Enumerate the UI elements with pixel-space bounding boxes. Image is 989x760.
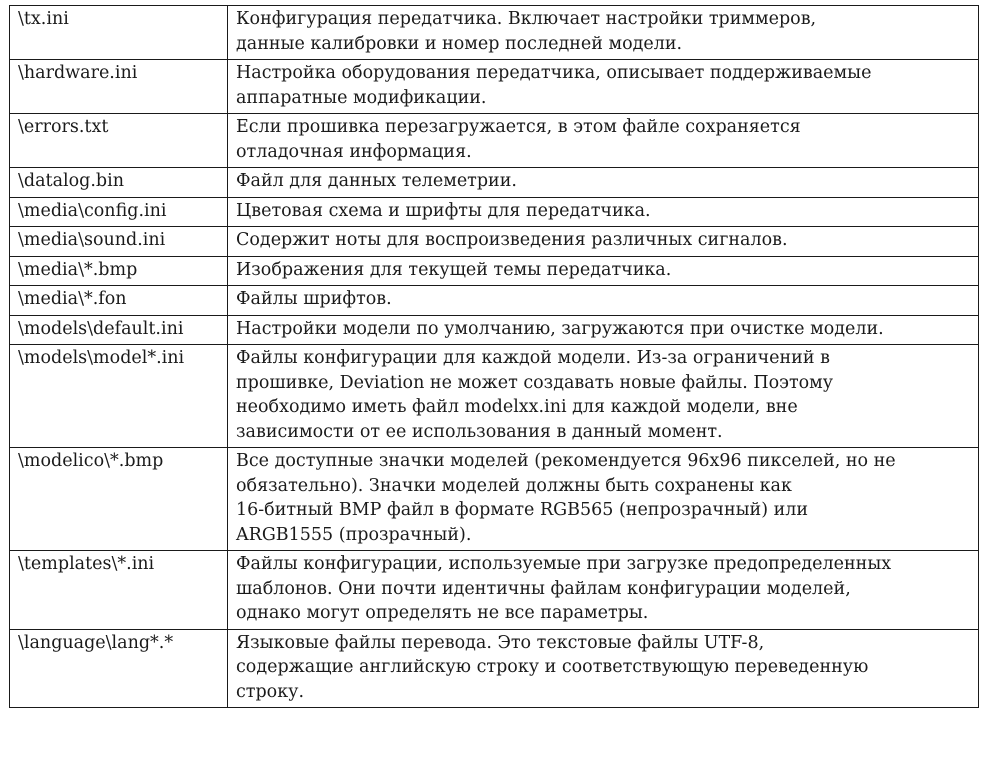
description-line: Файлы конфигурации для каждой модели. Из-за ограничений в (236, 348, 830, 368)
file-description-cell (228, 256, 979, 286)
description-line: содержащие английскую строку и соответствующую переведенную (236, 657, 869, 677)
description-line: аппаратные модификации. (236, 87, 487, 108)
files-table-body (10, 6, 979, 708)
description-line: Настройка оборудования передатчика, описывает поддерживаемые (236, 63, 872, 83)
table-row (10, 315, 979, 345)
description-line: Настройки модели по умолчанию, загружаются при очистке модели. (236, 318, 884, 339)
file-description-cell (228, 114, 979, 168)
table-row (10, 345, 979, 448)
file-path-cell: \media\*.bmp (10, 256, 228, 286)
description-line: шаблонов. Они почти идентичны файлам конфигурации моделей, (236, 578, 851, 599)
description-line: зависимости от ее использования в данный момент. (236, 421, 723, 442)
file-description-cell (228, 286, 979, 316)
file-path-cell: \hardware.ini (10, 60, 228, 114)
description-line: Языковые файлы перевода. Это текстовые файлы UTF-8, (236, 632, 765, 653)
description-line: Файлы конфигурации, используемые при загрузке предопределенных (236, 554, 892, 574)
file-description-cell (228, 197, 979, 227)
file-description-cell (228, 60, 979, 114)
description-line: обязательно). Значки моделей должны быть сохранены как (236, 475, 792, 496)
file-path-cell: \tx.ini (10, 6, 228, 60)
description-line: прошивке, Deviation не может создавать новые файлы. Поэтому (236, 372, 834, 393)
table-row (10, 286, 979, 316)
file-path-cell: \templates\*.ini (10, 551, 228, 630)
table-row (10, 448, 979, 551)
table-row (10, 60, 979, 114)
file-path-cell: \models\model*.ini (10, 345, 228, 448)
description-line: отладочная информация. (236, 141, 472, 162)
file-path-cell: \models\default.ini (10, 315, 228, 345)
description-line: ARGB1555 (прозрачный). (236, 524, 472, 545)
file-path-cell: \media\config.ini (10, 197, 228, 227)
file-path-cell: \media\sound.ini (10, 227, 228, 257)
table-row (10, 629, 979, 708)
file-description-cell (228, 168, 979, 198)
table-row (10, 114, 979, 168)
description-line: 16-битный BMP файл в формате RGB565 (непрозрачный) или (236, 500, 809, 520)
description-line: данные калибровки и номер последней модели. (236, 33, 683, 54)
table-row (10, 551, 979, 630)
table-row (10, 197, 979, 227)
table-row (10, 256, 979, 286)
description-line: Цветовая схема и шрифты для передатчика. (236, 200, 651, 221)
file-path-cell: \errors.txt (10, 114, 228, 168)
description-line: Изображения для текущей темы передатчика. (236, 259, 672, 280)
file-description-cell (228, 345, 979, 448)
table-row (10, 227, 979, 257)
description-line: Конфигурация передатчика. Включает настройки триммеров, (236, 9, 817, 29)
description-line: необходимо иметь файл modelxx.ini для каждой модели, вне (236, 397, 798, 417)
description-line: Если прошивка перезагружается, в этом файле сохраняется (236, 117, 801, 137)
file-description-cell (228, 227, 979, 257)
description-line: Все доступные значки моделей (рекомендуется 96x96 пикселей, но не (236, 451, 896, 471)
description-line: Файлы шрифтов. (236, 289, 392, 309)
files-table (9, 5, 979, 708)
description-line: однако могут определять не все параметры. (236, 603, 649, 623)
file-description-cell (228, 629, 979, 708)
file-path-cell: \media\*.fon (10, 286, 228, 316)
file-description-cell (228, 551, 979, 630)
file-path-cell: \language\lang*.* (10, 629, 228, 708)
description-line: Файл для данных телеметрии. (236, 171, 517, 191)
file-path-cell: \datalog.bin (10, 168, 228, 198)
description-line: Содержит ноты для воспроизведения различных сигналов. (236, 230, 788, 250)
file-description-cell (228, 448, 979, 551)
file-description-cell (228, 315, 979, 345)
description-line: строку. (236, 681, 305, 702)
table-row (10, 6, 979, 60)
file-path-cell: \modelico\*.bmp (10, 448, 228, 551)
table-row (10, 168, 979, 198)
file-description-cell (228, 6, 979, 60)
